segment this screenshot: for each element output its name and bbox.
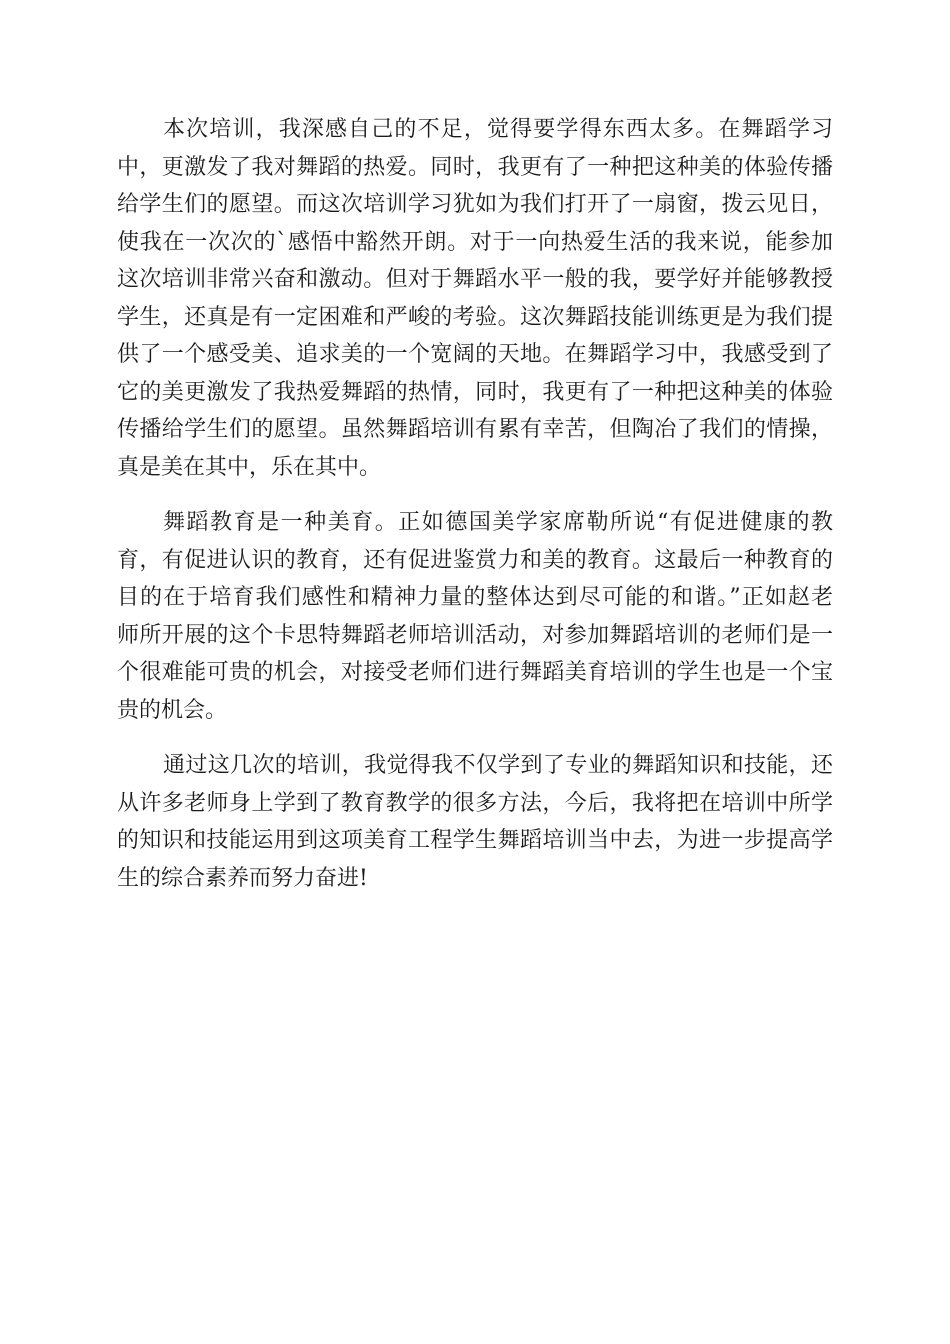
text-line: 育，有促进认识的教育，还有促进鉴赏力和美的教育。这最后一种教育的 xyxy=(117,547,833,573)
paragraph-1 xyxy=(117,111,833,486)
text-line: 的知识和技能运用到这项美育工程学生舞蹈培训当中去，为进一步提高学 xyxy=(117,828,833,853)
text-line: 舞蹈教育是一种美育。正如德国美学家席勒所说“有促进健康的教 xyxy=(163,510,833,535)
text-line: 真是美在其中，乐在其中。 xyxy=(117,454,382,480)
text-line: 贵的机会。 xyxy=(117,697,228,723)
text-line: 通过这几次的培训，我觉得我不仅学到了专业的舞蹈知识和技能，还 xyxy=(163,753,833,778)
text-line: 传播给学生们的愿望。虽然舞蹈培训有累有幸苦，但陶冶了我们的情操， xyxy=(117,417,833,442)
text-line: 中，更激发了我对舞蹈的热爱。同时，我更有了一种把这种美的体验传播 xyxy=(117,154,833,180)
text-line: 这次培训非常兴奋和激动。但对于舞蹈水平一般的我，要学好并能够教授 xyxy=(117,267,833,292)
paragraph-3 xyxy=(117,747,833,897)
text-line: 学生，还真是有一定困难和严峻的考验。这次舞蹈技能训练更是为我们提 xyxy=(117,304,833,330)
text-line: 目的在于培育我们感性和精神力量的整体达到尽可能的和谐。”正如赵老 xyxy=(117,585,833,610)
text-line: 个很难能可贵的机会，对接受老师们进行舞蹈美育培训的学生也是一个宝 xyxy=(117,660,833,685)
text-line: 从许多老师身上学到了教育教学的很多方法，今后，我将把在培训中所学 xyxy=(117,790,833,816)
text-line: 使我在一次次的`感悟中豁然开朗。对于一向热爱生活的我来说，能参加 xyxy=(117,229,833,255)
paragraph-2 xyxy=(117,504,833,729)
text-line: 它的美更激发了我热爱舞蹈的热情，同时，我更有了一种把这种美的体验 xyxy=(117,379,833,405)
text-line: 生的综合素养而努力奋进! xyxy=(117,865,368,891)
text-line: 供了一个感受美、追求美的一个宽阔的天地。在舞蹈学习中，我感受到了 xyxy=(117,342,833,367)
text-line: 师所开展的这个卡思特舞蹈老师培训活动，对参加舞蹈培训的老师们是一 xyxy=(117,622,833,648)
text-line: 本次培训，我深感自己的不足，觉得要学得东西太多。在舞蹈学习 xyxy=(163,117,833,142)
document-body xyxy=(117,111,833,915)
text-line: 给学生们的愿望。而这次培训学习犹如为我们打开了一扇窗，拨云见日， xyxy=(117,192,833,217)
